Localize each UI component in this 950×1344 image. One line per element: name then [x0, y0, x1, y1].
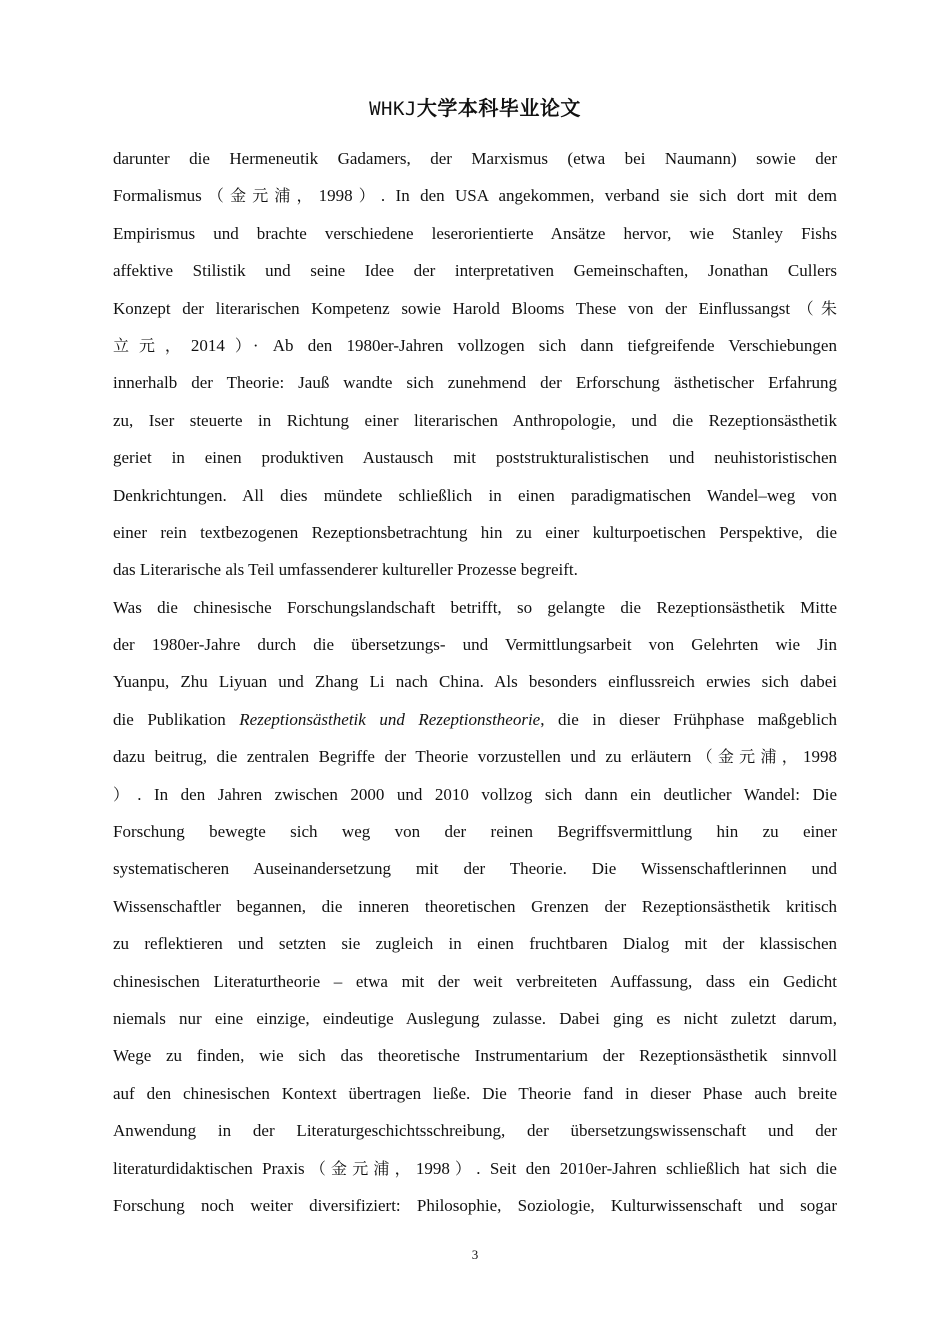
text-line: [113, 551, 837, 588]
text-line: [113, 1150, 837, 1187]
citation-text: ）: [352, 186, 381, 206]
text-line: [113, 1037, 837, 1074]
text-line: [113, 215, 837, 252]
body-text: [113, 140, 837, 1224]
text-line: [113, 701, 837, 738]
citation-text: ）: [113, 784, 138, 804]
text-line: [113, 1112, 837, 1149]
text-span: 1998: [415, 1158, 450, 1178]
text-span: Empirismus und brachte verschiedene leserorientierte Ansätze hervor, wie Stanley Fishs: [113, 223, 837, 243]
text-line: [113, 888, 837, 925]
text-span: die Publikation: [113, 709, 240, 729]
text-line: [113, 738, 837, 775]
text-span: · Ab den 1980er-Jahren vollzogen sich dann tiefgreifende Verschiebungen: [252, 335, 837, 355]
text-span: Was die chinesische Forschungslandschaft betrifft, so gelangte die Rezeptionsästhetik Mitte: [113, 597, 837, 617]
text-span: Konzept der literarischen Kompetenz sowie Harold Blooms These von der Einflussangst: [113, 298, 791, 318]
text-line: [113, 589, 837, 626]
text-line: [113, 1075, 837, 1112]
text-line: [113, 1187, 837, 1224]
text-line: [113, 439, 837, 476]
text-span: Anwendung in der Literaturgeschichtsschreibung, der übersetzungswissenschaft und der: [113, 1121, 837, 1141]
text-span: . In den Jahren zwischen 2000 und 2010 vollzog sich dann ein deutlicher Wandel: Die: [137, 784, 837, 804]
citation-text: ）: [224, 335, 253, 355]
text-line: [113, 327, 837, 364]
text-line: [113, 963, 837, 1000]
text-span: Wege zu finden, wie sich das theoretische Instrumentarium der Rezeptionsästhetik sinnvoll: [113, 1046, 837, 1066]
text-line: [113, 177, 837, 214]
citation-text: 立元，: [113, 335, 191, 355]
text-line: [113, 925, 837, 962]
text-span: affektive Stilistik und seine Idee der interpretativen Gemeinschaften, Jonathan Cullers: [113, 261, 837, 281]
text-span: innerhalb der Theorie: Jauß wandte sich zunehmend der Erforschung ästhetischer Erfahrung: [113, 373, 837, 393]
text-span: systematischeren Auseinandersetzung mit der Theorie. Die Wissenschaftlerinnen und: [113, 859, 837, 879]
text-span: zu, Iser steuerte in Richtung einer literarischen Anthropologie, und die Rezeptionsästhetik: [113, 410, 837, 430]
text-span: niemals nur eine einzige, eindeutige Auslegung zulasse. Dabei ging es nicht zuletzt darum,: [113, 1008, 837, 1028]
text-span: . Seit den 2010er-Jahren schließlich hat sich die: [476, 1158, 837, 1178]
text-span: der 1980er-Jahre durch die übersetzungs- und Vermittlungsarbeit von Gelehrten wie Jin: [113, 635, 837, 655]
text-span: Forschung noch weiter diversifiziert: Philosophie, Soziologie, Kulturwissenschaft und sogar: [113, 1195, 837, 1215]
text-span: auf den chinesischen Kontext übertragen ließe. Die Theorie fand in dieser Phase auch breite: [113, 1083, 837, 1103]
text-line: [113, 1000, 837, 1037]
text-span: . In den USA angekommen, verband sie sich dort mit dem: [380, 186, 837, 206]
text-line: [113, 140, 837, 177]
text-span: Wissenschaftler begannen, die inneren theoretischen Grenzen der Rezeptionsästhetik kritisch: [113, 896, 837, 916]
text-line: [113, 776, 837, 813]
text-span: darunter die Hermeneutik Gadamers, der Marxismus (etwa bei Naumann) sowie der: [113, 149, 837, 168]
text-line: [113, 364, 837, 401]
text-line: [113, 813, 837, 850]
text-line: [113, 402, 837, 439]
text-span: zu reflektieren und setzten sie zugleich in einen fruchtbaren Dialog mit der klassischen: [113, 934, 837, 954]
page-header: [0, 94, 950, 123]
text-line: [113, 252, 837, 289]
citation-text: （金元浦，: [304, 1158, 416, 1178]
page-number: 3: [471, 1247, 479, 1262]
text-line: [113, 290, 837, 327]
text-span: , die in dieser Frühphase maßgeblich: [540, 709, 837, 729]
text-span: einer rein textbezogenen Rezeptionsbetrachtung hin zu einer kulturpoetischen Perspektive, die: [113, 522, 837, 542]
italic-title: Rezeptionsästhetik und Rezeptionstheorie: [239, 709, 541, 729]
text-span: das Literarische als Teil umfassenderer kultureller Prozesse begreift.: [113, 560, 578, 580]
text-span: literaturdidaktischen Praxis: [113, 1158, 305, 1178]
text-span: geriet in einen produktiven Austausch mit poststrukturalistischen und neuhistoristischen: [113, 448, 837, 468]
header-title: 大学本科毕业论文: [416, 96, 581, 120]
citation-text: （朱: [790, 298, 837, 318]
text-line: [113, 626, 837, 663]
text-line: [113, 514, 837, 551]
text-span: 2014: [190, 335, 225, 355]
text-line: [113, 477, 837, 514]
text-span: 1998: [803, 747, 837, 767]
text-span: Yuanpu, Zhu Liyuan und Zhang Li nach China. Als besonders einflussreich erwies sich dabei: [113, 672, 837, 692]
text-span: Denkrichtungen. All dies mündete schließlich in einen paradigmatischen Wandel–weg von: [113, 485, 837, 505]
text-span: Forschung bewegte sich weg von der reinen Begriffsvermittlung hin zu einer: [113, 822, 837, 842]
text-span: 1998: [318, 186, 353, 206]
text-line: [113, 850, 837, 887]
header-latin: WHKJ: [369, 98, 417, 120]
text-span: dazu beitrug, die zentralen Begriffe der Theorie vorzustellen und zu erläutern: [113, 747, 692, 767]
citation-text: ）: [449, 1158, 477, 1178]
citation-text: （金元浦，: [201, 186, 319, 206]
citation-text: （金元浦，: [691, 747, 803, 767]
text-span: chinesischen Literaturtheorie – etwa mit der weit verbreiteten Auffassung, dass ein Gedicht: [113, 971, 837, 991]
text-line: [113, 663, 837, 700]
text-span: Formalismus: [113, 186, 202, 206]
